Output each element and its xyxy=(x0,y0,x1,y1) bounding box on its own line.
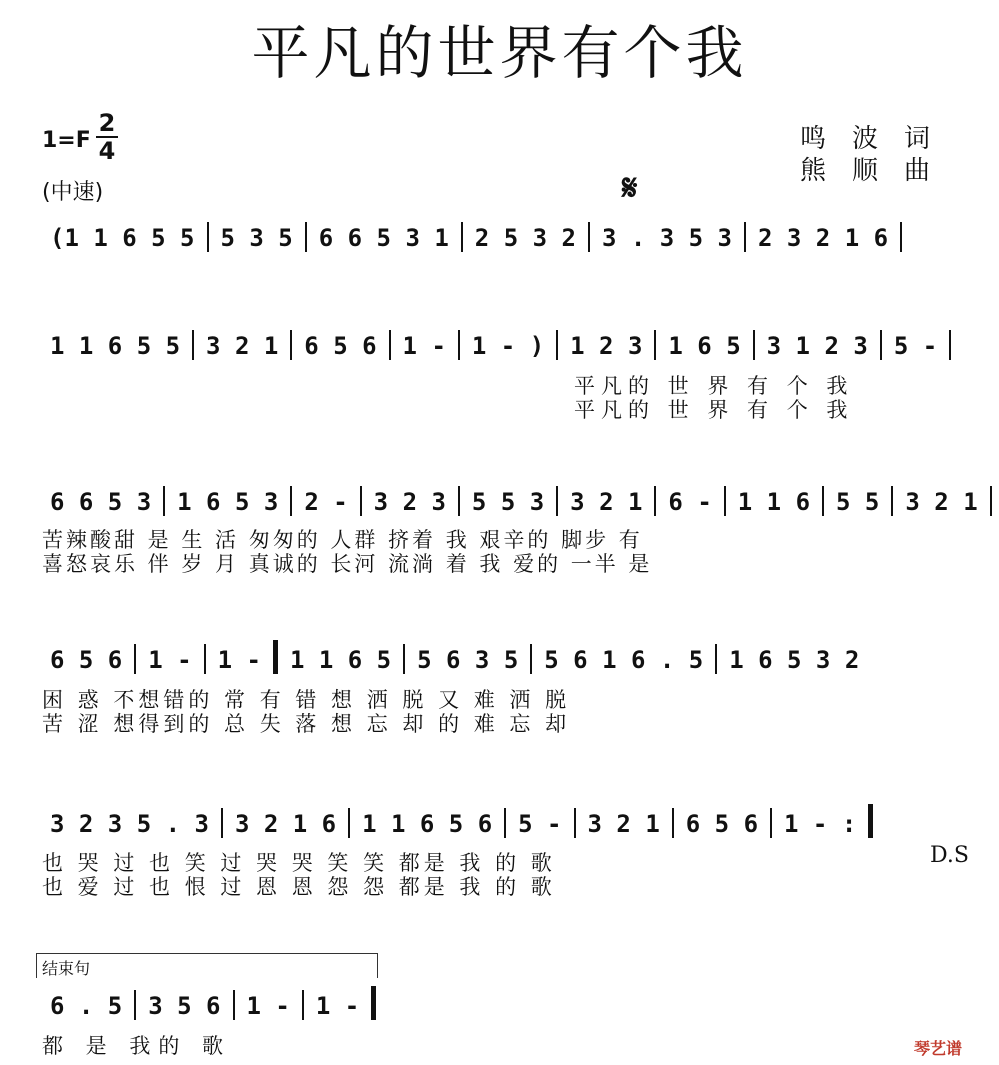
site-logo: 琴艺谱 xyxy=(914,1039,963,1058)
composer-credit: 熊顺曲 xyxy=(800,156,957,186)
key-signature: 1=F xyxy=(42,128,91,153)
lyrics-row2-verse1: 平凡的 世 界 有 个 我 xyxy=(574,374,854,398)
measure: 1 6 5 xyxy=(668,332,741,360)
measure: 1 - xyxy=(148,646,192,674)
measure: 5 5 xyxy=(836,488,880,516)
time-sig-top: 2 xyxy=(98,109,116,137)
staff-row-1 xyxy=(38,218,973,252)
measure: 2 5 3 2 xyxy=(474,224,576,252)
measure: 3 1 2 3 xyxy=(766,332,868,360)
measure: 3 2 1 xyxy=(206,332,279,360)
measure: 1 - ) xyxy=(471,332,545,360)
measure: 3 5 6 xyxy=(148,992,221,1020)
time-sig-bottom: 4 xyxy=(98,137,116,165)
measure: 1 1 6 xyxy=(737,488,811,516)
lyrics-row3-verse2: 喜怒哀乐 伴 岁 月 真诚的 长河 流淌 着 我 爱的 一半 是 xyxy=(42,552,653,576)
measure: 3 2 1 xyxy=(905,488,978,516)
measure: 6 5 6 xyxy=(685,810,759,838)
staff-row-4 xyxy=(38,640,973,674)
measure: 1 1 6 5 xyxy=(289,646,392,674)
lyrics-row6: 都 是 我的 歌 xyxy=(42,1034,232,1058)
measure: 5 - xyxy=(893,332,938,360)
measure: 6 5 6 xyxy=(50,646,123,674)
measure: 1 1 6 5 5 xyxy=(50,332,181,360)
measure: 1 - xyxy=(402,332,446,360)
measure: 1 - xyxy=(246,992,290,1020)
measure: 1 6 5 3 2 xyxy=(729,646,860,674)
staff-row-3 xyxy=(38,482,978,516)
measure: (1 1 6 5 5 xyxy=(50,224,195,252)
ending-label: 结束句 xyxy=(42,959,91,978)
measure: 5 6 1 6 . 5 xyxy=(544,646,704,674)
measure: 3 2 1 6 xyxy=(234,810,337,838)
lyrics-row4-verse2: 苦 涩 想得到的 总 失 落 想 忘 却 的 难 忘 却 xyxy=(42,712,571,736)
lyrics-row5-verse1: 也 哭 过 也 笑 过 哭 哭 笑 笑 都是 我 的 歌 xyxy=(42,851,556,875)
measure: 2 - xyxy=(304,488,348,516)
measure: 6 - xyxy=(668,488,712,516)
staff-row-5 xyxy=(38,804,973,838)
measure: 5 5 3 xyxy=(471,488,545,516)
measure: 1 - xyxy=(315,992,360,1020)
measure: 1 1 6 5 6 xyxy=(362,810,493,838)
measure: 5 6 3 5 xyxy=(417,646,519,674)
time-signature xyxy=(96,109,118,165)
measure: 5 3 5 xyxy=(220,224,293,252)
measure: 3 2 1 xyxy=(587,810,660,838)
measure: 3 . 3 5 3 xyxy=(601,224,732,252)
measure: 6 6 5 3 xyxy=(50,488,152,516)
staff-row-2 xyxy=(38,326,973,360)
measure: 5 - xyxy=(518,810,562,838)
measure: 1 2 3 xyxy=(570,332,643,360)
tempo-mark: (中速) xyxy=(42,180,104,205)
lyrics-row5-verse2: 也 爱 过 也 恨 过 恩 恩 怨 怨 都是 我 的 歌 xyxy=(42,875,556,899)
staff-row-6 xyxy=(38,986,398,1020)
lyricist-credit: 鸣波词 xyxy=(800,124,957,154)
measure: 6 . 5 xyxy=(50,992,123,1020)
measure: 2 3 2 1 6 xyxy=(758,224,889,252)
measure: 1 - : xyxy=(784,810,857,838)
measure: 3 2 3 xyxy=(373,488,446,516)
da-segno-mark: D.S xyxy=(930,843,969,868)
measure: 1 6 5 3 xyxy=(177,488,279,516)
segno-icon: 𝄋 xyxy=(622,168,638,209)
measure: 3 2 3 5 . 3 xyxy=(50,810,209,838)
lyrics-row4-verse1: 困 惑 不想错的 常 有 错 想 洒 脱 又 难 洒 脱 xyxy=(42,688,571,712)
song-title: 平凡的世界有个我 xyxy=(251,19,748,87)
measure: 3 2 1 xyxy=(570,488,643,516)
lyrics-row2-verse2: 平凡的 世 界 有 个 我 xyxy=(574,398,854,422)
measure: 6 5 6 xyxy=(304,332,377,360)
measure: 1 - xyxy=(217,646,261,674)
measure: 6 6 5 3 1 xyxy=(318,224,449,252)
lyrics-row3-verse1: 苦辣酸甜 是 生 活 匆匆的 人群 挤着 我 艰辛的 脚步 有 xyxy=(42,528,643,552)
